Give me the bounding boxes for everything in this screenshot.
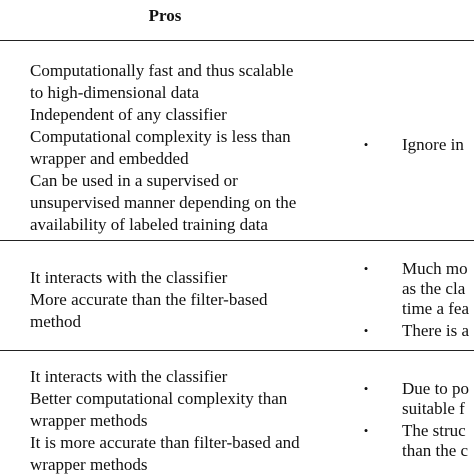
bullet-icon: • [363, 137, 369, 152]
cons-line: Much mo [402, 259, 468, 278]
cons-bullet-item [360, 320, 474, 342]
pros-line: method [30, 312, 81, 331]
pros-line: availability of labeled training data [30, 215, 268, 234]
pros-line: It interacts with the classifier [30, 367, 228, 386]
cons-line: as the cla [402, 279, 466, 298]
cons-line: Due to po [402, 379, 470, 398]
table-row-filter [0, 60, 474, 240]
cons-line: There is a [402, 321, 470, 340]
pros-line: Independent of any classifier [30, 105, 227, 124]
pros-cell [30, 366, 350, 474]
pros-line: Better computational complexity than [30, 389, 288, 408]
cons-line: suitable f [402, 399, 465, 418]
pros-line: unsupervised manner depending on the [30, 193, 297, 212]
pros-line: It is more accurate than filter-based and [30, 433, 300, 452]
bullet-icon: • [363, 323, 369, 338]
pros-line: Computational complexity is less than [30, 127, 291, 146]
header-rule [0, 40, 474, 41]
cons-line: than the c [402, 441, 469, 460]
header-pros: Pros [148, 6, 182, 25]
cons-line: Ignore in [402, 135, 464, 154]
pros-line: Computationally fast and thus scalable [30, 61, 294, 80]
pros-cell [30, 267, 350, 333]
cons-bullet-item [360, 134, 474, 156]
pros-line: wrapper and embedded [30, 149, 189, 168]
cons-bullet-item [360, 258, 474, 280]
pros-line: Can be used in a supervised or [30, 171, 238, 190]
cons-bullet-item [360, 378, 474, 400]
pros-line: wrapper methods [30, 455, 148, 474]
cons-bullet-item [360, 420, 474, 442]
row-rule [0, 240, 474, 241]
table-row-embedded [0, 366, 474, 474]
table-header [0, 0, 474, 40]
row-rule [0, 350, 474, 351]
bullet-icon: • [363, 381, 369, 396]
bullet-icon: • [363, 261, 369, 276]
cons-line: The struc [402, 421, 466, 440]
pros-line: to high-dimensional data [30, 83, 200, 102]
pros-line: wrapper methods [30, 411, 148, 430]
pros-line: It interacts with the classifier [30, 268, 228, 287]
cons-line: time a fea [402, 299, 470, 318]
pros-cell [30, 60, 350, 236]
table-row-wrapper [0, 258, 474, 350]
bullet-icon: • [363, 423, 369, 438]
pros-line: More accurate than the filter-based [30, 290, 268, 309]
